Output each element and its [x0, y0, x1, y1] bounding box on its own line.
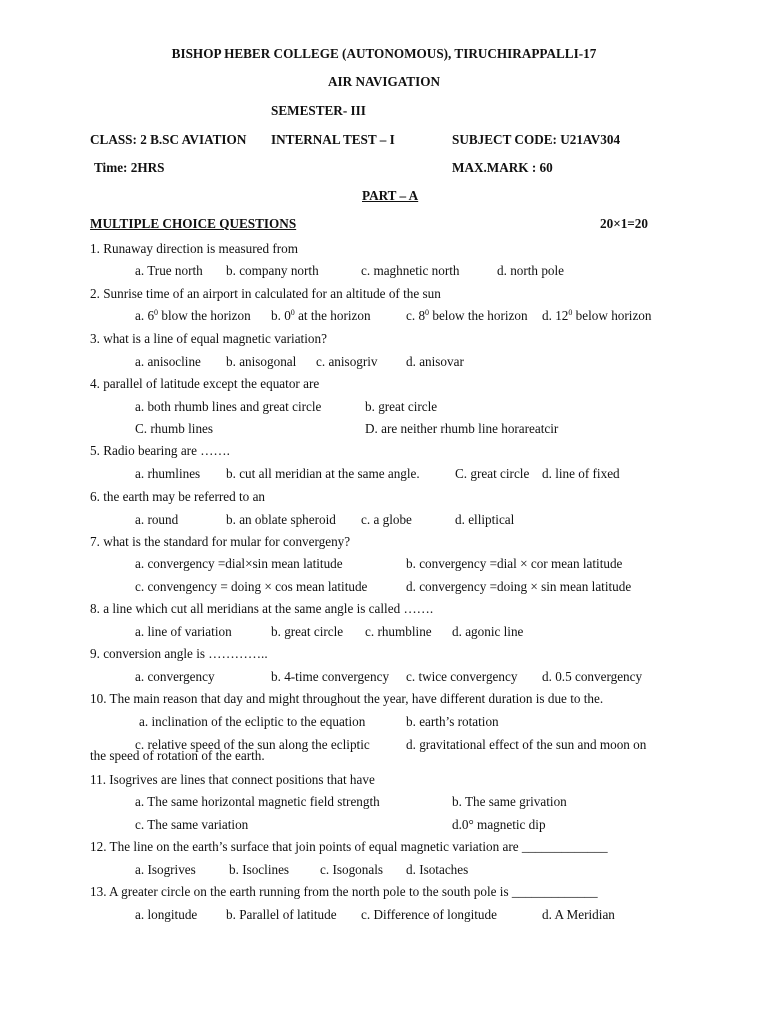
time-label: Time: 2HRS: [94, 160, 165, 175]
q12-option-a: a. Isogrives: [135, 862, 196, 877]
q6-option-a: a. round: [135, 512, 179, 527]
question-13: 13. A greater circle on the earth running from the north pole to the south pole is _____________: [90, 884, 598, 899]
max-mark: MAX.MARK : 60: [452, 160, 553, 175]
q11-option-c: c. The same variation: [135, 817, 249, 832]
q9-option-c: c. twice convergency: [406, 669, 518, 684]
q13-option-b: b. Parallel of latitude: [226, 907, 337, 922]
q7-option-a: a. convergency =dial×sin mean latitude: [135, 556, 343, 571]
q5-option-b: b. cut all meridian at the same angle.: [226, 466, 420, 481]
q5-option-a: a. rhumlines: [135, 466, 201, 481]
q1-option-a: a. True north: [135, 263, 203, 278]
question-1: 1. Runaway direction is measured from: [90, 241, 299, 256]
q2-option-d: d. $12^0$ below horizon: [542, 308, 652, 323]
q1-option-c: c. maghnetic north: [361, 263, 460, 278]
q2-option-a: a. $6^0$ blow the horizon: [135, 308, 251, 323]
question-2: 2. Sunrise time of an airport in calculated for an altitude of the sun: [90, 286, 441, 301]
question-8: 8. a line which cut all meridians at the same angle is called …….: [90, 601, 434, 616]
question-6: 6. the earth may be referred to an: [90, 489, 266, 504]
q1-option-b: b. company north: [226, 263, 319, 278]
q6-option-c: c. a globe: [361, 512, 412, 527]
question-11: 11. Isogrives are lines that connect positions that have: [90, 772, 375, 787]
q4-option-c: C. rhumb lines: [135, 421, 214, 436]
question-12: 12. The line on the earth’s surface that join points of equal magnetic variation are _____________: [90, 839, 608, 854]
q6-option-b: b. an oblate spheroid: [226, 512, 336, 527]
q8-option-a: a. line of variation: [135, 624, 232, 639]
q9-option-a: a. convergency: [135, 669, 215, 684]
course-title: AIR NAVIGATION: [328, 74, 440, 89]
q12-option-c: c. Isogonals: [320, 862, 383, 877]
q5-option-d: d. line of fixed: [542, 466, 620, 481]
q11-option-a: a. The same horizontal magnetic field strength: [135, 794, 380, 809]
q8-option-b: b. great circle: [271, 624, 344, 639]
q8-option-c: c. rhumbline: [365, 624, 432, 639]
q12-option-d: d. Isotaches: [406, 862, 469, 877]
q9-option-d: d. 0.5 convergency: [542, 669, 643, 684]
q7-option-c: c. convengency = doing × cos mean latitude: [135, 579, 368, 594]
q10-option-b: b. earth’s rotation: [406, 714, 499, 729]
q3-option-b: b. anisogonal: [226, 354, 297, 369]
q8-option-d: d. agonic line: [452, 624, 524, 639]
q13-option-a: a. longitude: [135, 907, 198, 922]
q13-option-d: d. A Meridian: [542, 907, 615, 922]
q12-option-b: b. Isoclines: [229, 862, 290, 877]
q10-option-c: c. relative speed of the sun along the ecliptic: [135, 737, 370, 752]
q3-option-a: a. anisocline: [135, 354, 201, 369]
question-10: 10. The main reason that day and might throughout the year, have different duration is due to the.: [90, 691, 604, 706]
question-9: 9. conversion angle is …………..: [90, 646, 268, 661]
q10-option-d: d. gravitational effect of the sun and moon on: [406, 737, 647, 752]
q10-option-a: a. inclination of the ecliptic to the equation: [139, 714, 366, 729]
class-label: CLASS: 2 B.SC AVIATION: [90, 132, 247, 147]
q7-option-d: d. convergency =doing × sin mean latitude: [406, 579, 632, 594]
q4-option-b: b. great circle: [365, 399, 438, 414]
q9-option-b: b. 4-time convergency: [271, 669, 390, 684]
question-7: 7. what is the standard for mular for convergeny?: [90, 534, 351, 549]
q4-option-d: D. are neither rhumb line horareatcir: [365, 421, 559, 436]
subject-code: SUBJECT CODE: U21AV304: [452, 132, 621, 147]
question-3: 3. what is a line of equal magnetic variation?: [90, 331, 327, 346]
q3-option-c: c. anisogriv: [316, 354, 378, 369]
section-marks: 20×1=20: [600, 216, 648, 231]
test-label: INTERNAL TEST – I: [271, 132, 395, 147]
semester: SEMESTER- III: [271, 103, 366, 118]
q10-option-d-continued: the speed of rotation of the earth.: [90, 748, 265, 763]
q11-option-d: d.0° magnetic dip: [452, 817, 546, 832]
q13-option-c: c. Difference of longitude: [361, 907, 497, 922]
question-4: 4. parallel of latitude except the equator are: [90, 376, 320, 391]
college-name: BISHOP HEBER COLLEGE (AUTONOMOUS), TIRUCHIRAPPALLI-17: [171, 46, 597, 61]
q6-option-d: d. elliptical: [455, 512, 515, 527]
q1-option-d: d. north pole: [497, 263, 565, 278]
q7-option-b: b. convergency =dial × cor mean latitude: [406, 556, 623, 571]
q2-option-b: b. $0^0$ at the horizon: [271, 308, 371, 323]
q2-option-c: c. $8^0$ below the horizon: [406, 308, 528, 323]
q4-option-a: a. both rhumb lines and great circle: [135, 399, 322, 414]
q3-option-d: d. anisovar: [406, 354, 464, 369]
question-5: 5. Radio bearing are …….: [90, 443, 230, 458]
section-title: MULTIPLE CHOICE QUESTIONS: [90, 216, 297, 231]
q5-option-c: C. great circle: [455, 466, 530, 481]
part-title: PART – A: [362, 188, 419, 203]
q11-option-b: b. The same grivation: [452, 794, 567, 809]
